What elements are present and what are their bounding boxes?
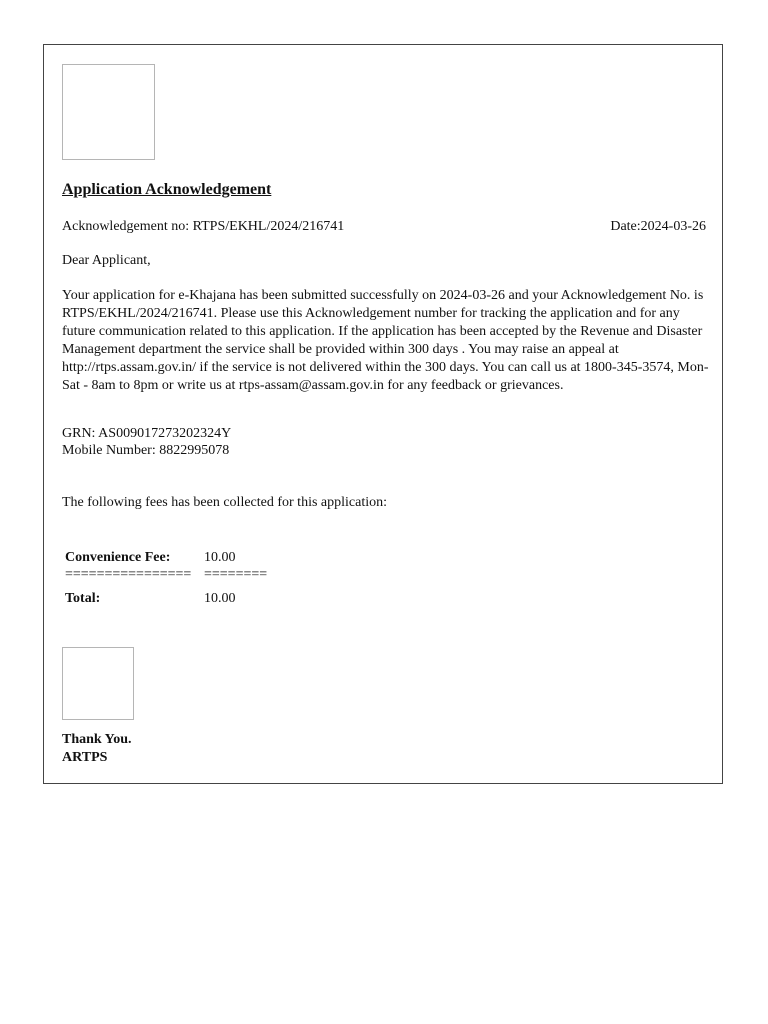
organization-name: ARTPS [62, 750, 108, 765]
acknowledgement-number: Acknowledgement no: RTPS/EKHL/2024/216741 [62, 219, 345, 234]
fees-table [65, 549, 267, 607]
mobile-number: Mobile Number: 8822995078 [62, 443, 230, 458]
thank-you-text: Thank You. [62, 732, 132, 747]
greeting: Dear Applicant, [62, 253, 151, 268]
acknowledgement-date: Date:2024-03-26 [610, 219, 706, 234]
closing-block [62, 731, 132, 767]
separator-left: ================ [65, 567, 192, 582]
grn-number: GRN: AS009017273202324Y [62, 426, 232, 441]
page-title: Application Acknowledgement [62, 181, 272, 198]
signature-image-placeholder [62, 647, 134, 720]
total-label: Total: [65, 591, 101, 606]
logo-image-placeholder [62, 64, 155, 160]
fees-intro: The following fees has been collected for this application: [62, 495, 388, 510]
total-value: 10.00 [204, 591, 236, 606]
convenience-fee-value: 10.00 [204, 550, 236, 565]
fee-row-total [65, 590, 267, 607]
fee-row-convenience [65, 549, 267, 566]
acknowledgement-row [62, 218, 706, 235]
body-paragraph: Your application for e-Khajana has been submitted successfully on 2024-03-26 and your Acknowledgement No. is RTPS/EKHL/2024/216741. Please use this Acknowledgement number for tracking the application and for any future communication related to this application. If the application has been accepted by the Revenue and Disaster Management department the service shall be provided within 300 days . You may raise an appeal at http://rtps.assam.gov.in/ if the service is not delivered within the 300 days. You can call us at 1800-345-3574, Mon-Sat - 8am to 8pm or write us at rtps-assam@assam.gov.in for any feedback or grievances. [62, 288, 709, 393]
fee-separator-row [65, 566, 267, 586]
convenience-fee-label: Convenience Fee: [65, 550, 171, 565]
separator-right: ======== [204, 567, 268, 582]
